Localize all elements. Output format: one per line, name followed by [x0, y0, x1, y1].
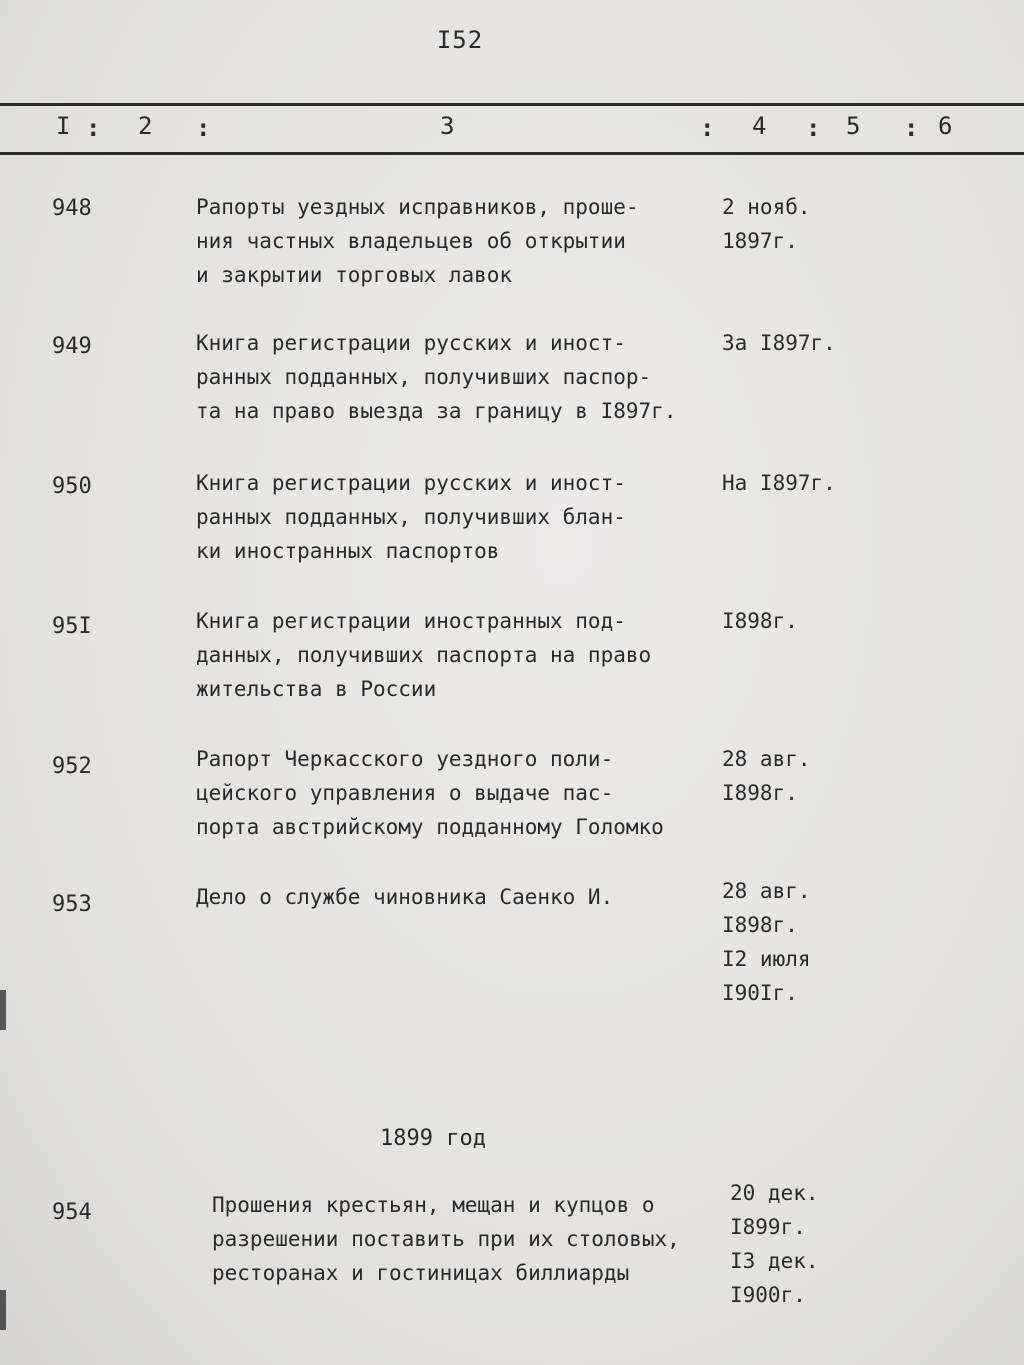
entry-date: 2 нояб. 1897г.: [722, 195, 811, 253]
entry-title: Рапорт Черкасского уездного поли- цейского управления о выдаче пас- порта австрийскому подданному Голомко: [196, 747, 664, 839]
column-separator: :: [806, 114, 821, 142]
column-separator: :: [86, 114, 101, 142]
entry-number: 949: [52, 334, 92, 359]
entry-date: 28 авг. I898г.: [722, 747, 811, 805]
binding-hole-mark: [0, 1290, 6, 1330]
column-separator: :: [196, 114, 211, 142]
column-header-1: I: [56, 112, 71, 140]
column-header-5: 5: [846, 112, 861, 140]
entry-number: 948: [52, 196, 92, 221]
page-number: I52: [436, 26, 484, 54]
column-separator: :: [700, 114, 715, 142]
entry-title: Прошения крестьян, мещан и купцов о разрешении поставить при их столовых, ресторанах и гостиницах биллиарды: [212, 1193, 680, 1285]
entry-date: За I897г.: [722, 331, 836, 355]
entry-title: Книга регистрации русских и иност- ранных подданных, получивших паспор- та на право выезда за границу в I897г.: [196, 331, 677, 423]
entry-title: Дело о службе чиновника Саенко И.: [196, 885, 614, 909]
entry-date: На I897г.: [722, 471, 836, 495]
column-header-4: 4: [752, 112, 767, 140]
header-bottom-rule: [0, 152, 1024, 155]
binding-hole-mark: [0, 990, 6, 1030]
entry-number: 954: [52, 1200, 92, 1225]
header-top-rule: [0, 103, 1024, 106]
entry-title: Книга регистрации русских и иност- ранных подданных, получивших блан- ки иностранных паспортов: [196, 471, 626, 563]
entry-number: 95I: [52, 614, 92, 639]
entry-number: 950: [52, 474, 92, 499]
entry-date: I898г.: [722, 609, 798, 633]
entry-number: 952: [52, 754, 92, 779]
column-header-3: 3: [440, 112, 455, 140]
column-header-2: 2: [138, 112, 153, 140]
section-heading: 1899 год: [380, 1126, 486, 1151]
entry-title: Книга регистрации иностранных под- данных, получивших паспорта на право жительства в России: [196, 609, 652, 701]
entry-date: 28 авг. I898г. I2 июля I90Iг.: [722, 879, 811, 1005]
entry-date: 20 дек. I899г. I3 дек. I900г.: [730, 1181, 819, 1307]
entry-number: 953: [52, 892, 92, 917]
entry-title: Рапорты уездных исправников, проше- ния частных владельцев об открытии и закрытии торговых лавок: [196, 195, 639, 287]
column-separator: :: [904, 114, 919, 142]
column-header-6: 6: [938, 112, 953, 140]
